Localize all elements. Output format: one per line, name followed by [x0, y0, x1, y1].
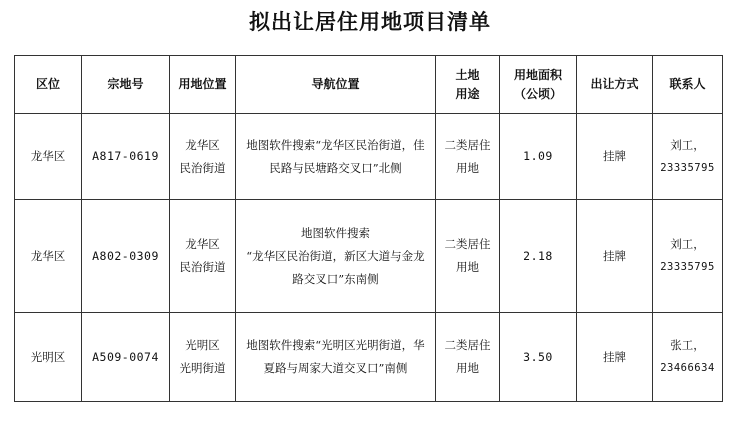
page-title: 拟出让居住用地项目清单	[249, 10, 491, 34]
cell-area: 3.50	[500, 313, 577, 402]
cell-land-use: 二类居住 用地	[436, 313, 500, 402]
cell-location: 光明区 光明街道	[170, 313, 236, 402]
header-contact: 联系人	[653, 56, 723, 114]
header-method: 出让方式	[577, 56, 653, 114]
table-row	[15, 313, 723, 402]
cell-navigation: 地图软件搜索“光明区光明街道，华 夏路与周家大道交叉口”南侧	[236, 313, 436, 402]
cell-district: 龙华区	[15, 200, 82, 313]
cell-parcel-no: A817-0619	[82, 114, 170, 200]
cell-location: 龙华区 民治街道	[170, 114, 236, 200]
cell-method: 挂牌	[577, 200, 653, 313]
cell-navigation: 地图软件搜索“龙华区民治街道，佳 民路与民塘路交叉口”北侧	[236, 114, 436, 200]
cell-district: 光明区	[15, 313, 82, 402]
header-navigation: 导航位置	[236, 56, 436, 114]
table-row	[15, 200, 723, 313]
parcel-table	[14, 55, 723, 402]
cell-area: 1.09	[500, 114, 577, 200]
cell-navigation: 地图软件搜索 “龙华区民治街道，新区大道与金龙 路交叉口”东南侧	[236, 200, 436, 313]
cell-contact: 张工， 23466634	[653, 313, 723, 402]
table-row	[15, 114, 723, 200]
cell-area: 2.18	[500, 200, 577, 313]
cell-location: 龙华区 民治街道	[170, 200, 236, 313]
header-location: 用地位置	[170, 56, 236, 114]
cell-district: 龙华区	[15, 114, 82, 200]
header-parcel-no: 宗地号	[82, 56, 170, 114]
header-district: 区位	[15, 56, 82, 114]
cell-method: 挂牌	[577, 114, 653, 200]
cell-contact: 刘工， 23335795	[653, 114, 723, 200]
cell-parcel-no: A802-0309	[82, 200, 170, 313]
cell-parcel-no: A509-0074	[82, 313, 170, 402]
table-header-row	[15, 56, 723, 114]
cell-method: 挂牌	[577, 313, 653, 402]
header-land-use: 土地 用途	[436, 56, 500, 114]
cell-land-use: 二类居住 用地	[436, 200, 500, 313]
header-area: 用地面积 （公顷）	[500, 56, 577, 114]
cell-contact: 刘工， 23335795	[653, 200, 723, 313]
cell-land-use: 二类居住 用地	[436, 114, 500, 200]
